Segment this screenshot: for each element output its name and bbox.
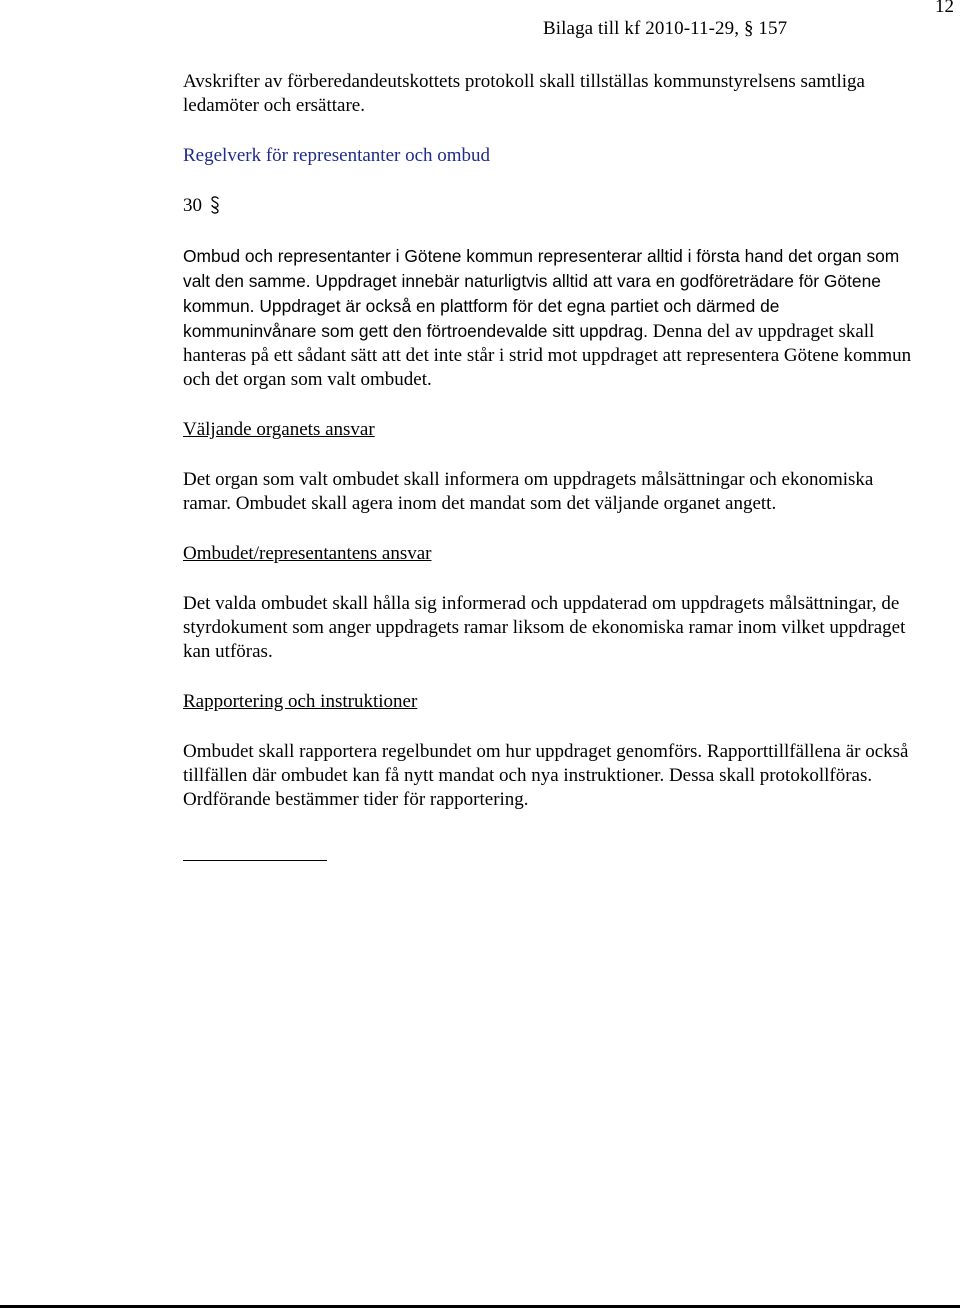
- section-number: [183, 194, 913, 218]
- main-paragraph-part2: Denna del av uppdraget skall hanteras på ett sådant sätt att det inte står i strid mot uppdraget att representera Götene kommun och det organ som valt ombudet.: [183, 321, 912, 390]
- paragraph-valjande-organ: Det organ som valt ombudet skall informera om uppdragets målsättningar och ekonomiska ramar. Ombudet skall agera inom det mandat som det väljande organet angett.: [183, 469, 874, 514]
- section-heading: Regelverk för representanter och ombud: [183, 145, 491, 166]
- page-number: 12: [935, 0, 954, 17]
- section-sign-icon: [208, 195, 222, 215]
- subheading-ombud-ansvar: Ombudet/representantens ansvar: [183, 543, 432, 564]
- subheading-valjande-organ: Väljande organets ansvar: [183, 419, 375, 440]
- paragraph-ombud-ansvar: Det valda ombudet skall hålla sig informerad och uppdaterad om uppdragets målsättningar, de styrdokument som anger uppdragets ramar liksom de ekonomiska ramar inom vilket uppdraget kan utföras.: [183, 593, 906, 662]
- main-paragraph-part1: Ombud och representanter i Götene kommun representerar alltid i första hand det organ som valt den samme. Uppdraget innebär naturligtvis alltid att vara en godföreträdare för Götene kommun. Uppdraget är också en plattform för det egna partiet och därmed de kommuninvånare som gett den förtroendevalde sitt uppdrag.: [183, 246, 900, 341]
- footnote-separator: [183, 860, 327, 861]
- section-number-value: 30: [183, 195, 202, 216]
- document-body: [183, 70, 913, 812]
- main-paragraph: [183, 244, 913, 392]
- page-bottom-rule: [0, 1305, 960, 1308]
- paragraph-rapportering: Ombudet skall rapportera regelbundet om hur uppdraget genomförs. Rapporttillfällena är också tillfällen där ombudet kan få nytt mandat och nya instruktioner. Dessa skall protokollföras. Ordförande bestämmer tider för rapportering.: [183, 741, 909, 810]
- document-header-reference: Bilaga till kf 2010-11-29, § 157: [543, 18, 788, 39]
- subheading-rapportering: Rapportering och instruktioner: [183, 691, 418, 712]
- intro-paragraph: Avskrifter av förberedandeutskottets protokoll skall tillställas kommunstyrelsens samtliga ledamöter och ersättare.: [183, 71, 865, 116]
